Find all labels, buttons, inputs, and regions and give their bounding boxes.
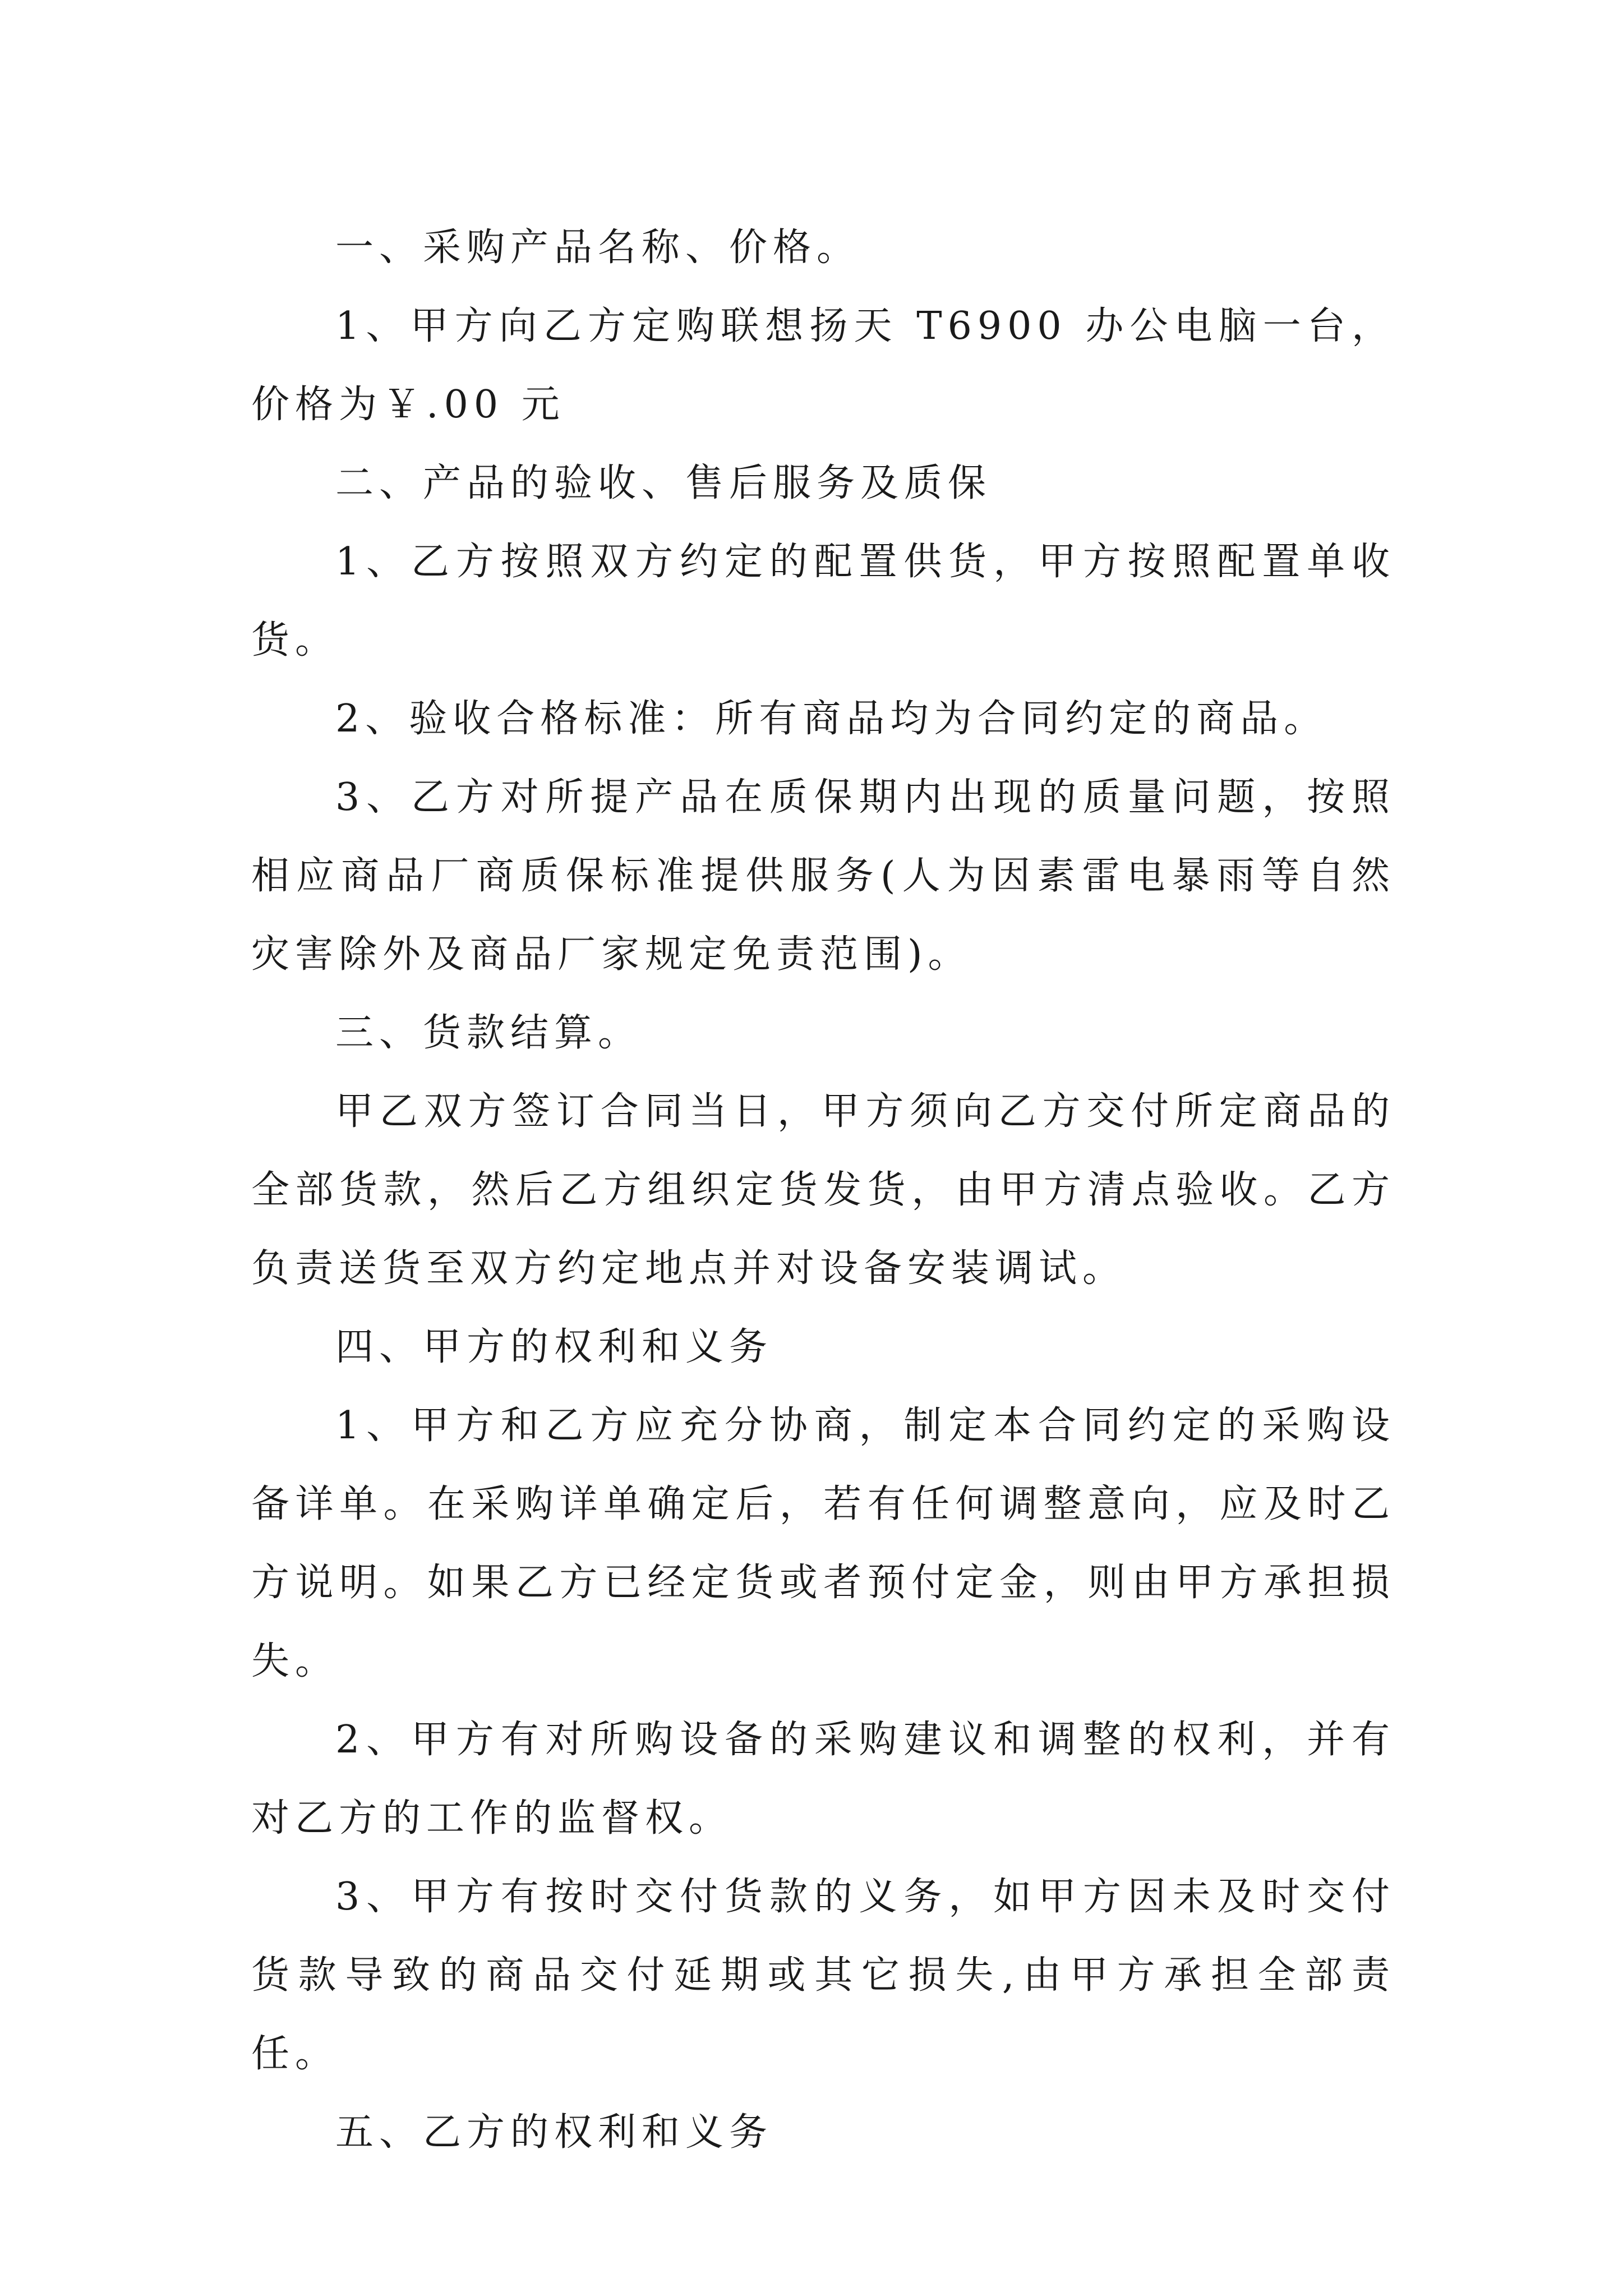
paragraph-3-1: 甲乙双方签订合同当日，甲方须向乙方交付所定商品的全部货款，然后乙方组织定货发货，由甲方清点验收。乙方负责送货至双方约定地点并对设备安装调试。 — [251, 1089, 1395, 1291]
paragraph-2-1: 1、乙方按照双方约定的配置供货，甲方按照配置单收货。 — [251, 540, 1395, 662]
section-heading-2: 二、产品的验收、售后服务及质保 — [335, 461, 992, 505]
paragraph-2-3: 3、乙方对所提产品在质保期内出现的质量问题，按照相应商品厂商质保标准提供服务(人为因素雷电暴雨等自然灾害除外及商品厂家规定免责范围)。 — [251, 775, 1395, 977]
paragraph-1-1: 1、甲方向乙方定购联想扬天 T6900 办公电脑一台，价格为￥.00 元 — [251, 304, 1395, 427]
section-heading-1: 一、采购产品名称、价格。 — [335, 226, 861, 270]
section-heading-3: 三、货款结算。 — [335, 1011, 642, 1055]
section-heading-4: 四、甲方的权利和义务 — [335, 1325, 773, 1369]
section-heading-5: 五、乙方的权利和义务 — [335, 2110, 773, 2155]
paragraph-4-3: 3、甲方有按时交付货款的义务，如甲方因未及时交付货款导致的商品交付延期或其它损失,由甲方承担全部责任。 — [251, 1875, 1395, 2076]
document-body — [251, 209, 1395, 2172]
paragraph-2-2: 2、验收合格标准：所有商品均为合同约定的商品。 — [335, 697, 1328, 741]
paragraph-4-2: 2、甲方有对所购设备的采购建议和调整的权利，并有对乙方的工作的监督权。 — [251, 1718, 1395, 1841]
paragraph-4-1: 1、甲方和乙方应充分协商，制定本合同约定的采购设备详单。在采购详单确定后，若有任何调整意向，应及时乙方说明。如果乙方已经定货或者预付定金，则由甲方承担损失。 — [251, 1404, 1395, 1683]
